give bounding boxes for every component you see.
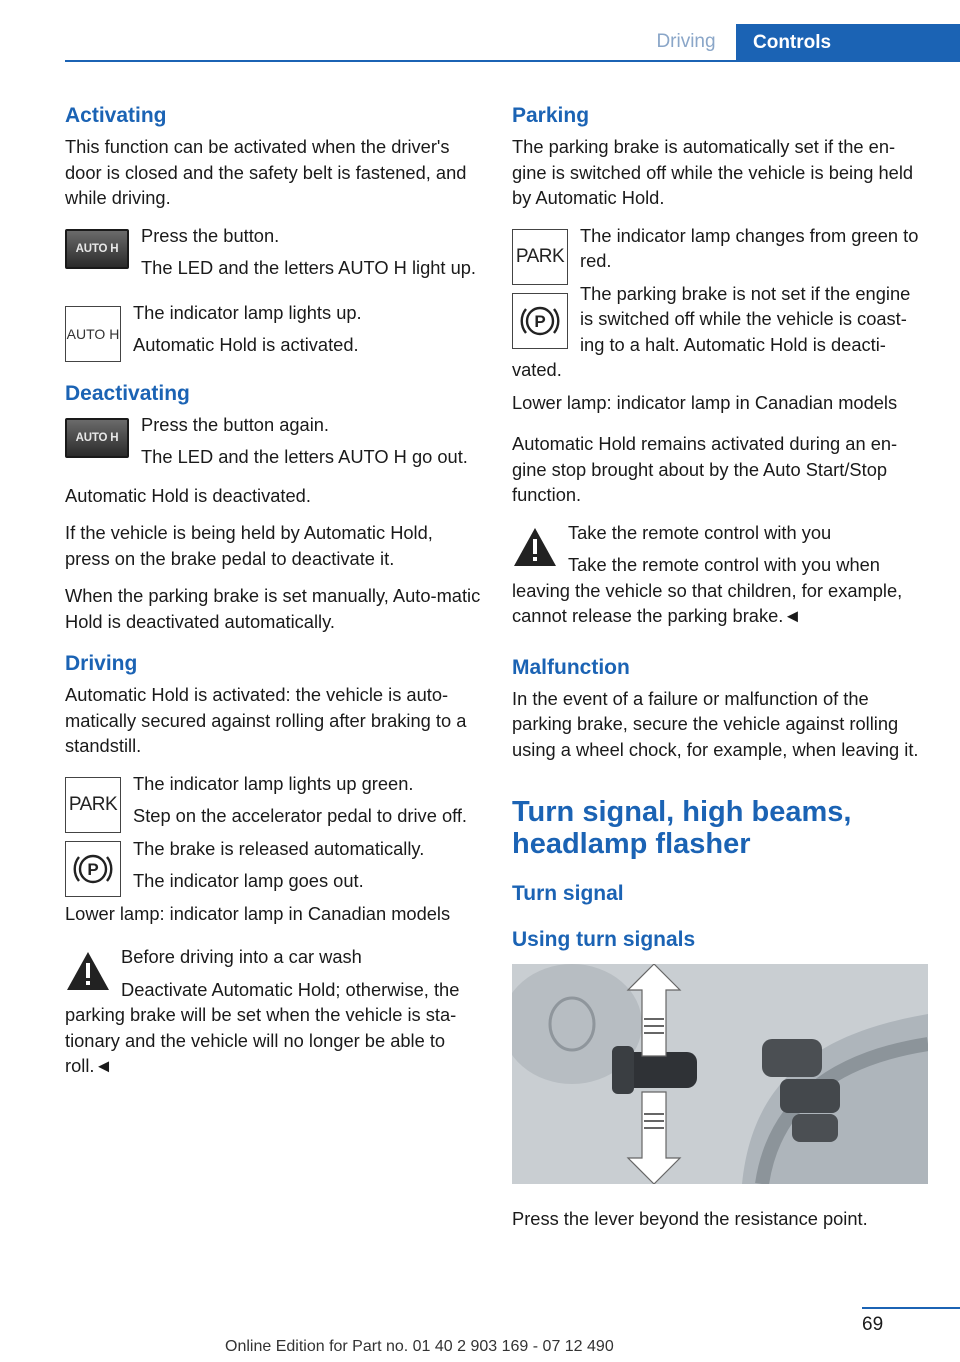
driving-intro: Automatic Hold is activated: the vehicle is auto-matically secured against rolling after braking to a standstill. xyxy=(65,684,467,756)
deactivating-press: Press the button again. xyxy=(141,413,330,435)
remote-warning xyxy=(512,520,928,636)
activating-intro: This function can be activated when the driver's door is closed and the safety belt is fastened, and while driving. xyxy=(65,136,467,208)
auto-h-lamp-icon: AUTO H xyxy=(65,306,121,362)
deactivating-p1: Automatic Hold is deactivated. xyxy=(65,484,311,506)
parking-lamp-step xyxy=(512,223,928,390)
section-title-turn-signal: Turn signal, high beams, headlamp flasher xyxy=(512,796,852,860)
malfunction-body: In the event of a failure or malfunction of the parking brake, secure the vehicle against rolling using a wheel chock, for example, when leaving it. xyxy=(512,687,919,760)
carwash-warning-body: Deactivate Automatic Hold; otherwise, the parking brake will be set when the vehicle is sta-tionary and the vehicle will no longer be able to roll.◄ xyxy=(65,978,460,1076)
svg-text:P: P xyxy=(534,311,546,331)
header-rule xyxy=(65,60,960,62)
remote-warning-body: Take the remote control with you when leaving the vehicle so that children, for example, cannot release the parking brake.◄ xyxy=(512,554,903,626)
heading-activating: Activating xyxy=(65,104,167,127)
park-lamp-icon: PARK xyxy=(512,229,568,285)
driving-t1: The indicator lamp lights up green. xyxy=(133,772,414,794)
svg-text:P: P xyxy=(87,859,99,879)
heading-using-turn-signals: Using turn signals xyxy=(512,928,696,951)
tab-driving[interactable]: Driving xyxy=(656,31,716,52)
deactivating-p2: If the vehicle is being held by Automatic Hold, press on the brake pedal to deactivate it. xyxy=(65,522,433,569)
driving-lamp-step xyxy=(65,771,481,901)
activating-press: Press the button. xyxy=(141,224,280,246)
auto-h-button-icon: AUTO H xyxy=(65,229,129,269)
heading-deactivating: Deactivating xyxy=(65,381,190,405)
parking-t2: The parking brake is not set if the engine is switched off while the vehicle is coast-ing to a halt. Automatic Hold is deacti-vated. xyxy=(512,282,911,380)
heading-driving: Driving xyxy=(65,652,138,675)
activating-lamp-step xyxy=(65,300,481,366)
deactivating-p3: When the parking brake is set manually, Auto-matic Hold is deactivated automatically. xyxy=(65,585,481,632)
driving-lower-lamp: Lower lamp: indicator lamp in Canadian models xyxy=(65,902,451,924)
driving-t4: The indicator lamp goes out. xyxy=(133,870,364,891)
activating-lamp-text2: Automatic Hold is activated. xyxy=(133,334,359,355)
activating-lamp-text1: The indicator lamp lights up. xyxy=(133,301,362,323)
tab-controls[interactable]: Controls xyxy=(736,24,960,62)
deactivating-led: The LED and the letters AUTO H go out. xyxy=(141,446,468,467)
driving-t3: The brake is released automatically. xyxy=(133,837,425,859)
heading-parking: Parking xyxy=(512,104,590,127)
parking-brake-lamp-icon xyxy=(512,293,568,349)
activating-led: The LED and the letters AUTO H light up. xyxy=(141,257,476,278)
driving-t2: Step on the accelerator pedal to drive off. xyxy=(133,805,468,826)
left-column xyxy=(65,102,481,1086)
warning-icon xyxy=(65,950,111,992)
park-lamp-icon: PARK xyxy=(65,777,121,833)
parking-brake-lamp-icon xyxy=(65,841,121,897)
remote-warning-title: Take the remote control with you xyxy=(568,521,832,543)
footer-rule xyxy=(862,1307,960,1309)
parking-lamp-stack xyxy=(512,229,568,349)
turn-signal-caption: Press the lever beyond the resistance point. xyxy=(512,1208,868,1229)
heading-malfunction: Malfunction xyxy=(512,655,630,679)
driving-lamp-stack xyxy=(65,777,121,897)
carwash-warning xyxy=(65,944,481,1086)
parking-lower-lamp: Lower lamp: indicator lamp in Canadian models xyxy=(512,391,898,413)
right-column xyxy=(512,102,928,1244)
activating-button-step xyxy=(65,223,481,288)
turn-signal-lever-illustration xyxy=(512,964,928,1184)
deactivating-button-step xyxy=(65,412,481,477)
heading-turn-signal: Turn signal xyxy=(512,882,624,905)
auto-h-button-icon: AUTO H xyxy=(65,418,129,458)
parking-intro: The parking brake is automatically set if the en-gine is switched off while the vehicle is being held by Automatic Hold. xyxy=(512,136,914,208)
warning-icon xyxy=(512,526,558,568)
parking-t1: The indicator lamp changes from green to red. xyxy=(580,224,919,271)
carwash-warning-title: Before driving into a car wash xyxy=(121,946,362,967)
edition-note: Online Edition for Part no. 01 40 2 903 169 - 07 12 490 xyxy=(225,1338,614,1355)
page-number: 69 xyxy=(862,1314,884,1335)
parking-p1: Automatic Hold remains activated during an en-gine stop brought about by the Auto Start/Stop function. xyxy=(512,433,898,505)
